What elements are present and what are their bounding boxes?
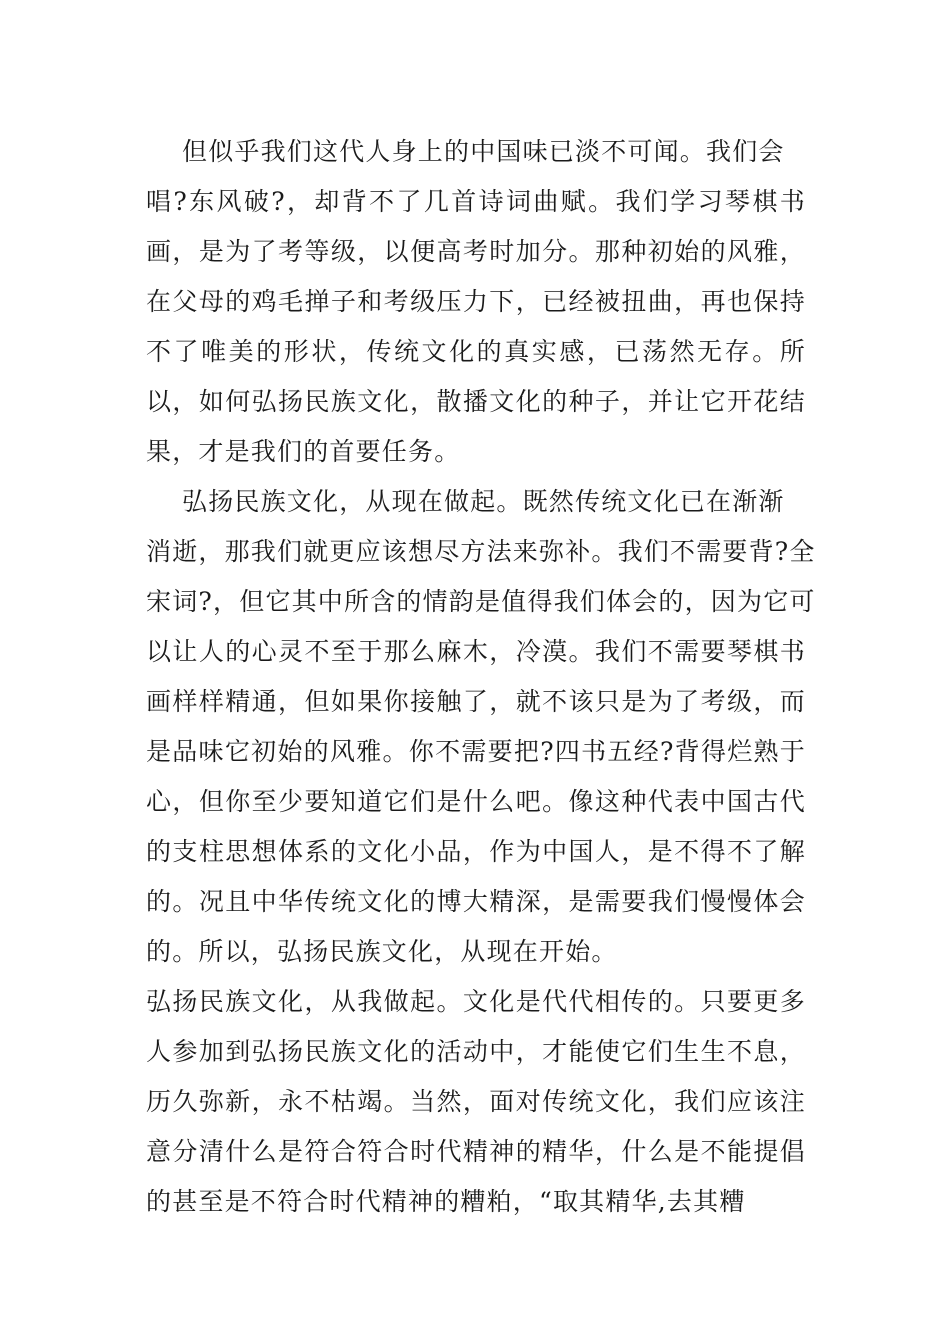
paragraph-3-line-1: 弘扬民族文化，从我做起。文化是代代相传的。只要更多 [146,987,806,1016]
paragraph-1-line-5: 不了唯美的形状，传统文化的真实感，已荡然无存。所 [146,337,806,366]
paragraph-3-line-2: 人参加到弘扬民族文化的活动中，才能使它们生生不息， [146,1037,806,1066]
paragraph-2-line-10: 的。所以，弘扬民族文化，从现在开始。 [146,937,618,966]
paragraph-1-line-3: 画，是为了考等级，以便高考时加分。那种初始的风雅， [146,237,806,266]
paragraph-3-line-5: 的甚至是不符合时代精神的糟粕，“取其精华,去其糟 [146,1187,746,1216]
paragraph-2-line-8: 的支柱思想体系的文化小品，作为中国人，是不得不了解 [146,837,806,866]
paragraph-2-line-6: 是品味它初始的风雅。你不需要把?四书五经?背得烂熟于 [146,737,806,766]
paragraph-1-line-1: 但似乎我们这代人身上的中国味已淡不可闻。我们会 [182,137,785,166]
paragraph-2-line-9: 的。况且中华传统文化的博大精深，是需要我们慢慢体会 [146,887,806,916]
paragraph-2-line-7: 心，但你至少要知道它们是什么吧。像这种代表中国古代 [146,787,806,816]
paragraph-3-line-3: 历久弥新，永不枯竭。当然，面对传统文化，我们应该注 [146,1087,806,1116]
paragraph-2-line-5: 画样样精通，但如果你接触了，就不该只是为了考级，而 [146,687,806,716]
paragraph-2-line-4: 以让人的心灵不至于那么麻木，冷漠。我们不需要琴棋书 [146,637,806,666]
paragraph-1-line-7: 果，才是我们的首要任务。 [146,437,461,466]
paragraph-3-line-4: 意分清什么是符合符合时代精神的精华，什么是不能提倡 [146,1137,806,1166]
paragraph-2-line-3: 宋词?，但它其中所含的情韵是值得我们体会的，因为它可 [146,587,816,616]
paragraph-2-line-1: 弘扬民族文化，从现在做起。既然传统文化已在渐渐 [182,487,785,516]
paragraph-2-line-2: 消逝，那我们就更应该想尽方法来弥补。我们不需要背?全 [146,537,816,566]
paragraph-1-line-2: 唱?东风破?，却背不了几首诗词曲赋。我们学习琴棋书 [146,187,806,216]
paragraph-1-line-4: 在父母的鸡毛掸子和考级压力下，已经被扭曲，再也保持 [146,287,806,316]
paragraph-1-line-6: 以，如何弘扬民族文化，散播文化的种子，并让它开花结 [146,387,806,416]
